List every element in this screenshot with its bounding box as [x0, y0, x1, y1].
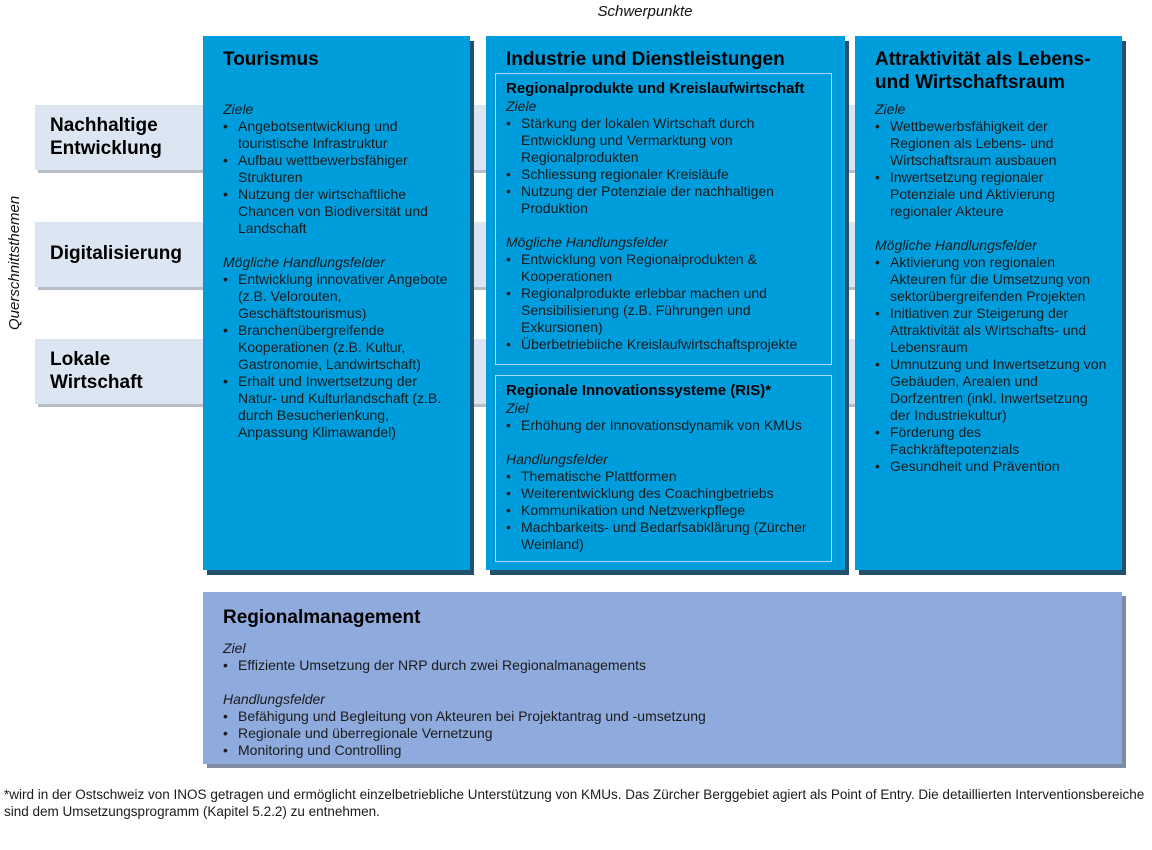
- list-item-text: • Initiativen zur Steigerung der Attraktivität als Wirtschafts- und Lebensraum: [890, 305, 1087, 355]
- list-item: [223, 322, 458, 373]
- list-item-text: • Schliessung regionaler Kreisläufe: [521, 166, 729, 182]
- list-item: [875, 424, 1110, 458]
- list-item: [506, 183, 821, 217]
- list-item-text: • Überbetriebliche Kreislaufwirtschaftsprojekte: [521, 336, 798, 352]
- handlungsfelder-label: Handlungsfelder: [223, 690, 325, 707]
- list-item: [506, 115, 821, 166]
- list-item: [506, 502, 821, 519]
- handlungsfelder-label: Mögliche Handlungsfelder: [875, 237, 1037, 253]
- list-item-text: • Aufbau wettbewerbsfähiger Strukturen: [238, 152, 408, 185]
- list-item: [223, 373, 458, 441]
- list-item-text: • Effiziente Umsetzung der NRP durch zwei Regionalmanagements: [238, 656, 647, 673]
- ziele-label: Ziele: [875, 101, 906, 117]
- ziele-label: Ziele: [223, 101, 254, 117]
- list-item-text: • Nutzung der Potenziale der nachhaltigen Produktion: [521, 183, 774, 216]
- list-item-text: • Entwicklung innovativer Angebote (z.B. Velorouten, Geschäftstourismus): [238, 271, 448, 321]
- list-item: [223, 118, 458, 152]
- list-item: [223, 186, 458, 237]
- column-tourismus: [203, 36, 470, 570]
- ziel-label: Ziel: [223, 639, 246, 656]
- subbox-title: Regionale Innovationssysteme (RIS)*: [506, 382, 772, 399]
- list-item-text: • Thematische Plattformen: [521, 468, 677, 484]
- list-item: [875, 305, 1110, 356]
- column-title: Industrie und Dienstleistungen: [506, 49, 785, 70]
- handlungsfelder-label: Mögliche Handlungsfelder: [506, 234, 668, 250]
- column-title: Attraktivität als Lebens- und Wirtschaftsraum: [875, 49, 1091, 93]
- list-item: [506, 166, 821, 183]
- list-item: [875, 118, 1110, 169]
- list-item-text: • Umnutzung und Inwertsetzung von Gebäuden, Arealen und Dorfzentren (inkl. Inwertsetzung der Industriekultur): [890, 356, 1107, 423]
- list-item-text: • Monitoring und Controlling: [238, 741, 402, 758]
- list-item-text: • Nutzung der wirtschaftliche Chancen von Biodiversität und Landschaft: [238, 186, 428, 236]
- list-item: [223, 708, 1102, 725]
- list-item: [506, 285, 821, 336]
- list-item-text: • Befähigung und Begleitung von Akteuren bei Projektantrag und -umsetzung: [238, 707, 706, 724]
- box-title: Regionalmanagement: [223, 607, 421, 628]
- list-item: [506, 336, 821, 353]
- list-item: [506, 417, 821, 434]
- list-item-text: • Förderung des Fachkräftepotenzials: [890, 424, 1020, 457]
- list-item-text: • Inwertsetzung regionaler Potenziale und Aktivierung regionaler Akteure: [890, 169, 1055, 219]
- list-item: [875, 254, 1110, 305]
- list-item-text: • Regionalprodukte erlebbar machen und Sensibilisierung (z.B. Führungen und Exkursionen): [521, 285, 767, 335]
- list-item: [506, 519, 821, 553]
- list-item: [223, 742, 1102, 759]
- list-item: [506, 468, 821, 485]
- cross-theme-label: Digitalisierung: [50, 243, 182, 265]
- ziele-label: Ziele: [506, 98, 537, 114]
- list-item-text: • Stärkung der lokalen Wirtschaft durch Entwicklung und Vermarktung von Regionalprodukten: [521, 115, 755, 165]
- list-item-text: • Branchenübergreifende Kooperationen (z.B. Kultur, Gastronomie, Landwirtschaft): [238, 322, 421, 372]
- list-item: [506, 485, 821, 502]
- column-title: Tourismus: [223, 49, 319, 70]
- list-item: [223, 657, 1102, 674]
- diagram-title: Schwerpunkte: [597, 3, 693, 20]
- list-item: [223, 725, 1102, 742]
- list-item-text: • Erhalt und Inwertsetzung der Natur- und Kulturlandschaft (z.B. durch Besucherlenkung, Anpassung Klimawandel): [238, 373, 442, 440]
- list-item-text: • Wettbewerbsfähigkeit der Regionen als Lebens- und Wirtschaftsraum ausbauen: [890, 118, 1057, 168]
- list-item-text: • Machbarkeits- und Bedarfsabklärung (Zürcher Weinland): [521, 519, 807, 552]
- handlungsfelder-label: Handlungsfelder: [506, 451, 608, 467]
- cross-theme-label: Lokale Wirtschaft: [50, 349, 143, 393]
- box-regionalmanagement: [203, 592, 1122, 764]
- column-attraktivitaet: [855, 36, 1122, 570]
- subbox-title: Regionalprodukte und Kreislaufwirtschaft: [506, 80, 805, 97]
- subbox-regionalprodukte: [495, 73, 832, 365]
- list-item-text: • Angebotsentwicklung und touristische Infrastruktur: [238, 118, 398, 151]
- ziel-label: Ziel: [506, 400, 529, 416]
- footnote: *wird in der Ostschweiz von INOS getragen und ermöglicht einzelbetriebliche Unterstützung von KMUs. Das Zürcher Berggebiet agiert als Point of Entry. Die detaillierten Interventionsbereiche sind dem Umsetzungsprogramm (Kapitel 5.2.2) zu entnehmen.: [4, 787, 1145, 819]
- list-item: [223, 152, 458, 186]
- list-item-text: • Kommunikation und Netzwerkpflege: [521, 502, 746, 518]
- list-item: [875, 458, 1110, 475]
- list-item-text: • Gesundheit und Prävention: [890, 458, 1060, 474]
- list-item-text: • Erhöhung der Innovationsdynamik von KMUs: [521, 417, 802, 433]
- list-item-text: • Entwicklung von Regionalprodukten & Kooperationen: [521, 251, 757, 284]
- handlungsfelder-label: Mögliche Handlungsfelder: [223, 254, 385, 270]
- cross-themes-axis-label: Querschnittsthemen: [6, 195, 23, 330]
- cross-theme-label: Nachhaltige Entwicklung: [50, 115, 162, 159]
- list-item: [875, 356, 1110, 424]
- list-item: [875, 169, 1110, 220]
- list-item-text: • Aktivierung von regionalen Akteuren für die Umsetzung von sektorübergreifenden Projekten: [890, 254, 1090, 304]
- list-item-text: • Weiterentwicklung des Coachingbetriebs: [521, 485, 774, 501]
- list-item: [223, 271, 458, 322]
- column-industrie-dienstleistungen: [486, 36, 845, 570]
- list-item-text: • Regionale und überregionale Vernetzung: [238, 724, 493, 741]
- subbox-regionale-innovationssysteme: [495, 375, 832, 562]
- list-item: [506, 251, 821, 285]
